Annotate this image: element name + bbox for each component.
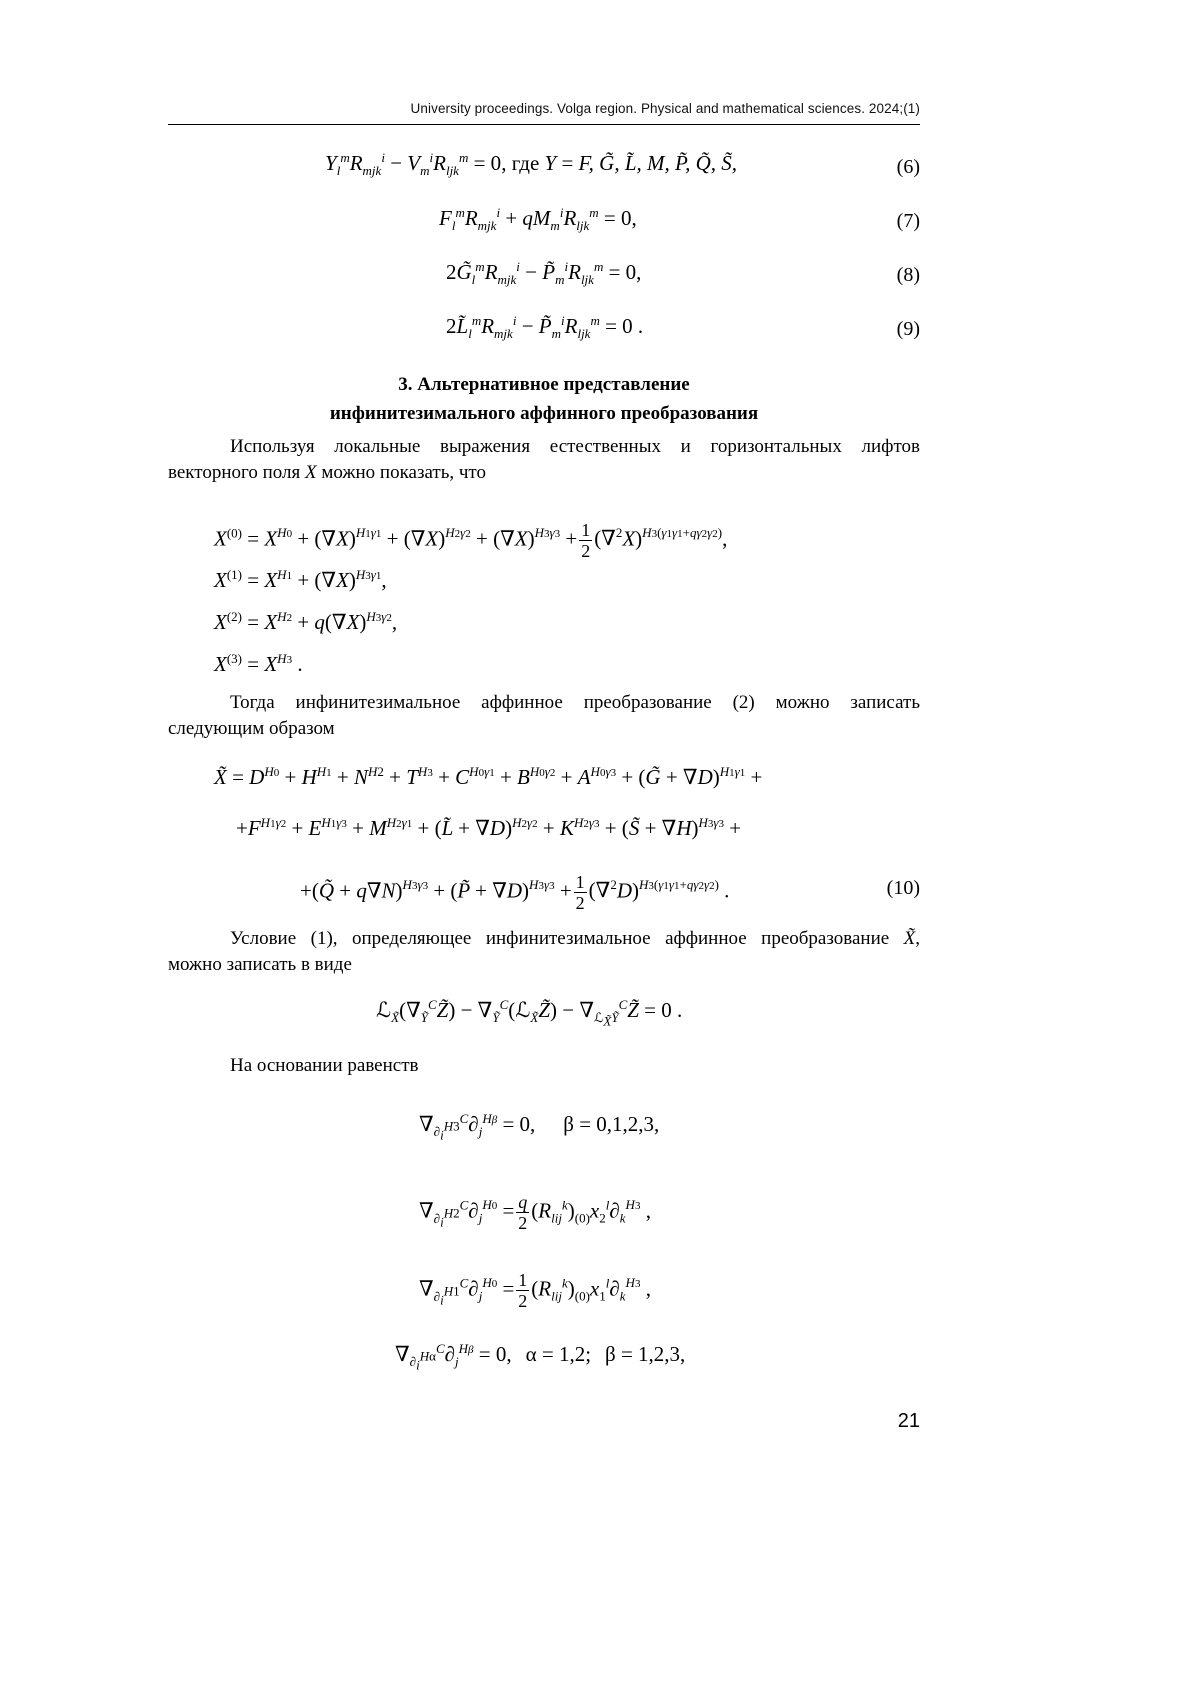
equation-x3: $X^{(3)} = X^{H3}$ .	[214, 651, 303, 676]
transformation-symbol: X̃	[903, 928, 916, 949]
equality-4: $\nabla_{\partial_i^{H\alpha}}^C\partial_j^{H\beta} = 0$, α = 1,2; β = 1,2,3,	[395, 1341, 686, 1373]
equation-x0: $X^{(0)} = X^{H0} + (\nabla X)^{H1\gamma 1} + (\nabla X)^{H2\gamma 2} + (\nabla X)^{H3\gamma 3}$ + $\frac{1}{2}$ $(\nabla^2X)^{H3(\gamma 1\gamma 1+q\gamma 2\gamma 2)}$,	[214, 520, 728, 561]
fraction-one-half: $\frac{1}{2}$	[518, 1270, 528, 1311]
equation-number-6: (6)	[896, 156, 920, 178]
section-title	[168, 370, 920, 428]
equation-10-line-3: +(Q̃ + q∇N)$^{H3\gamma 3}$ + (P̃ + ∇D)$^{H3\gamma 3}$ + $\frac{1}{2}$ $(\nabla^2D)^{H3(\gamma 1\gamma 1+q\gamma 2\gamma 2)}$ .	[300, 872, 730, 913]
equation-6: $Y_l^mR_{mjk}^i - V_m^iR_{ljk}^m = 0$, где Y = F, G̃, L̃, M, P̃, Q̃, S̃,	[325, 150, 738, 179]
equality-1: $\nabla_{\partial_i^{H3}}^C\partial_j^{H\beta} = 0$, β = 0,1,2,3,	[419, 1111, 660, 1143]
paragraph-lifts	[168, 434, 920, 486]
equation-10-line-1: X̃ = $D^{H0} + H^{H1} + N^{H2} + T^{H3} + C^{H0\gamma 1} + B^{H0\gamma 2} + A^{H0\gamma 3}$ + (G̃ + ∇D)$^{H1\gamma 1}$ +	[214, 764, 763, 789]
paragraph-condition-end: , можно записать в виде	[168, 928, 920, 975]
page-number: 21	[897, 1410, 920, 1432]
equation-x1: $X^{(1)} = X^{H1} + (\nabla X)^{H3\gamma 1}$,	[214, 567, 387, 592]
equation-8: $2G̃_l^mR_{mjk}^i$ − $P̃_m^iR_{ljk}^m = 0$,	[446, 259, 642, 288]
equation-number-10: (10)	[886, 877, 920, 899]
fraction-half: $\frac{1}{2}$	[581, 520, 591, 561]
paragraph-lifts-text: Используя локальные выражения естественных и горизонтальных лифтов векторного поля	[168, 436, 920, 483]
equation-x2: $X^{(2)} = X^{H2} + q(\nabla X)^{H3\gamma 2}$,	[214, 609, 398, 634]
equation-lie-condition: $ℒ_{X̃}(\nabla_Ỹ^CZ̃)$ − $\nabla_Ỹ^C(ℒ_{X̃}Z̃)$ − $\nabla_{ℒ_{X̃}Ỹ}^CZ̃ = 0$ .	[376, 997, 683, 1029]
paragraph-lifts-end: можно показать, что	[321, 462, 486, 483]
equation-7: $F_l^mR_{mjk}^i + qM_m^iR_{ljk}^m = 0$,	[439, 205, 637, 234]
fraction-half-10: $\frac{1}{2}$	[575, 872, 585, 913]
running-header: University proceedings. Volga region. Physical and mathematical sciences. 2024;(1)	[410, 101, 920, 116]
paragraph-equalities	[168, 1053, 920, 1079]
equality-3: $\nabla_{\partial_i^{H1}}^C\partial_j^{H0}$ = $\frac{1}{2}$ $(R_{lij}^k)_{(0)}x_1^l\partial_k^{H3}$ ,	[419, 1270, 651, 1311]
paragraph-transformation-text: Тогда инфинитезимальное аффинное преобразование (2) можно записать следующим образом	[168, 692, 920, 739]
equation-number-9: (9)	[896, 318, 920, 340]
vector-field-symbol: X	[304, 462, 317, 483]
equality-2: $\nabla_{\partial_i^{H2}}^C\partial_j^{H0}$ = $\frac{q}{2}$ $(R_{lij}^k)_{(0)}x_2^l\partial_k^{H3}$ ,	[419, 1192, 651, 1233]
paragraph-transformation	[168, 690, 920, 742]
paragraph-equalities-text: На основании равенств	[230, 1055, 419, 1076]
fraction-q-half: $\frac{q}{2}$	[518, 1192, 528, 1233]
section-title-line-2: инфинитезимального аффинного преобразования	[329, 403, 759, 424]
eq6-connector: , где	[501, 151, 540, 175]
equation-10-line-2: $+F^{H1\gamma 2} + E^{H1\gamma 3} + M^{H2\gamma 1}$ + (L̃ + $\nabla D)^{H2\gamma 2} + K^{H2\gamma 3}$ + (S̃ + ∇H)$^{H3\gamma 3}$ +	[236, 815, 742, 840]
paragraph-condition-text: Условие (1), определяющее инфинитезимальное аффинное преобразование	[230, 928, 890, 949]
equation-number-8: (8)	[896, 264, 920, 286]
equation-number-7: (7)	[896, 210, 920, 232]
section-title-line-1: 3. Альтернативное представление	[398, 374, 690, 395]
equation-9: $2L̃_l^mR_{mjk}^i$ − $P̃_m^iR_{ljk}^m = 0$ .	[446, 313, 644, 342]
header-divider	[168, 124, 920, 125]
paragraph-condition	[168, 926, 920, 978]
